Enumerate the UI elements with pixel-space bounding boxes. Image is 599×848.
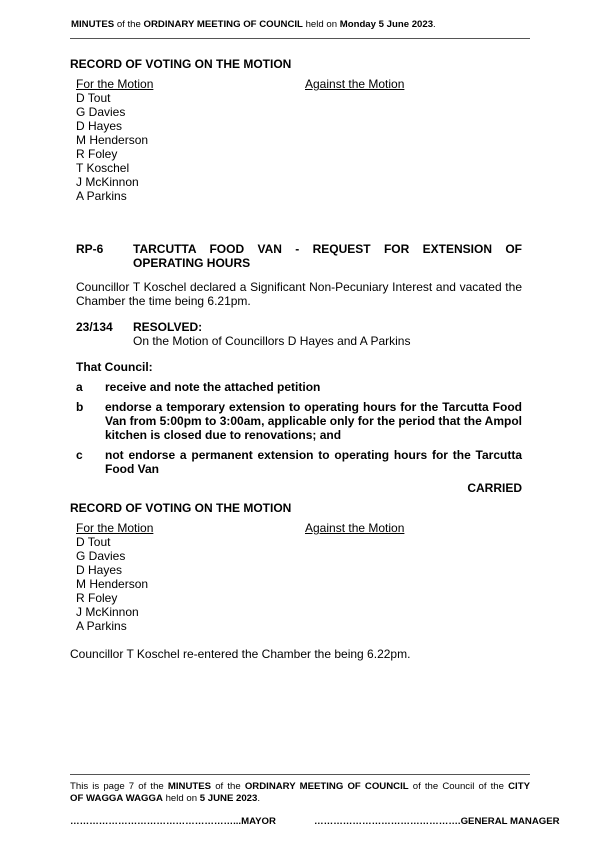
point-c-line1: not endorse a permanent extension to operating hours for the Tarcutta <box>105 448 522 462</box>
point-a-text: receive and note the attached petition <box>105 380 321 394</box>
voter-name: M Henderson <box>76 577 149 591</box>
voting2-for-list <box>76 535 148 633</box>
point-b-line2: Van from 5:00pm to 3:00am, applicable only for the period that the Ampol <box>105 414 522 428</box>
voting1-heading: RECORD OF VOTING ON THE MOTION <box>70 57 292 71</box>
point-b-line1: endorse a temporary extension to operating hours for the Tarcutta Food <box>105 400 522 414</box>
footer-of-council: of the Council of the <box>412 781 504 792</box>
footer-page-info: This is page 7 of the <box>70 781 164 792</box>
voting1-for-list <box>76 91 148 203</box>
mayor-signature-line <box>70 816 276 828</box>
point-c-letter: c <box>76 448 83 462</box>
voting2-against-label: Against the Motion <box>305 521 405 535</box>
header-period: . <box>433 19 436 30</box>
voter-name: R Foley <box>76 591 118 605</box>
point-b-letter: b <box>76 400 84 414</box>
footer-rule <box>70 774 530 775</box>
footer-line2 <box>70 793 530 805</box>
footer-city-2: OF WAGGA WAGGA <box>70 793 163 804</box>
item-number: RP-6 <box>76 242 104 256</box>
voter-name: D Tout <box>76 535 111 549</box>
voter-name: J McKinnon <box>76 605 139 619</box>
item-title-line2: OPERATING HOURS <box>133 256 251 270</box>
page-header <box>71 19 436 30</box>
resolution-number: 23/134 <box>76 320 113 334</box>
footer-city-1: CITY <box>508 781 530 792</box>
voter-name: G Davies <box>76 105 126 119</box>
footer-meeting: ORDINARY MEETING OF COUNCIL <box>244 781 409 792</box>
footer-held-on: held on <box>165 793 198 804</box>
voter-name: D Hayes <box>76 119 123 133</box>
voter-name: R Foley <box>76 147 118 161</box>
voter-name: D Hayes <box>76 563 123 577</box>
voting2-heading: RECORD OF VOTING ON THE MOTION <box>70 501 292 515</box>
footer-line1 <box>70 781 530 793</box>
voter-name: A Parkins <box>76 619 127 633</box>
voter-name: J McKinnon <box>76 175 139 189</box>
voting1-against-label: Against the Motion <box>305 77 405 91</box>
footer-text <box>70 781 530 805</box>
declaration-line2: Chamber the time being 6.21pm. <box>76 294 251 308</box>
header-of-the: of the <box>116 19 141 30</box>
voter-name: G Davies <box>76 549 126 563</box>
voter-name: T Koschel <box>76 161 130 175</box>
gm-signature-line <box>314 816 560 828</box>
resolved-label: RESOLVED: <box>133 320 203 334</box>
gm-label: GENERAL MANAGER <box>460 816 560 827</box>
footer-of-the: of the <box>215 781 241 792</box>
voting1-for-label: For the Motion <box>76 77 154 91</box>
item-title-line1: TARCUTTA FOOD VAN - REQUEST FOR EXTENSION OF <box>133 242 522 256</box>
voting2-for-label: For the Motion <box>76 521 154 535</box>
footer-period: . <box>257 793 261 804</box>
point-c-line2: Food Van <box>105 462 159 476</box>
header-date: Monday 5 June 2023 <box>339 19 434 30</box>
voter-name: M Henderson <box>76 133 149 147</box>
header-rule <box>70 38 530 39</box>
resolution-mover: On the Motion of Councillors D Hayes and A Parkins <box>133 334 411 348</box>
mayor-label: MAYOR <box>241 816 276 827</box>
voter-name: A Parkins <box>76 189 127 203</box>
footer-minutes: MINUTES <box>167 781 212 792</box>
footer-date: 5 JUNE 2023 <box>199 793 258 804</box>
gm-dots: ………………………………………. <box>314 816 461 827</box>
point-b-line3: kitchen is closed due to renovations; and <box>105 428 342 442</box>
voter-name: D Tout <box>76 91 111 105</box>
header-minutes: MINUTES <box>71 19 115 30</box>
carried-label: CARRIED <box>467 481 522 495</box>
mayor-dots: ……………………………………………... <box>70 816 242 827</box>
point-a-letter: a <box>76 380 83 394</box>
reentry-note: Councillor T Koschel re-entered the Chamber the being 6.22pm. <box>70 647 411 661</box>
header-meeting: ORDINARY MEETING OF COUNCIL <box>143 19 303 30</box>
header-held-on: held on <box>305 19 338 30</box>
that-council: That Council: <box>76 360 153 374</box>
declaration-line1: Councillor T Koschel declared a Significant Non-Pecuniary Interest and vacated the <box>76 280 522 294</box>
